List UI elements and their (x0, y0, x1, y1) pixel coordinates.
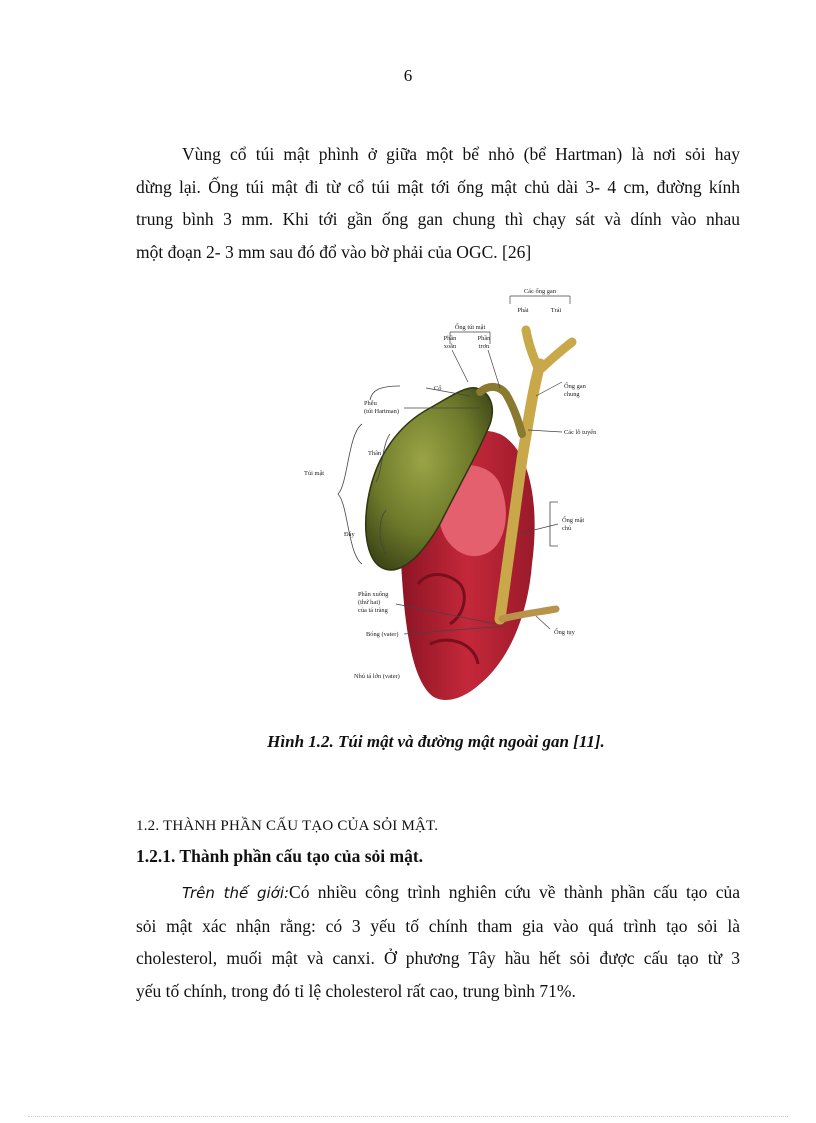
label-descending-duodenum: Phần xuống (358, 591, 389, 598)
label-smooth-part: trơn (478, 343, 490, 350)
label-descending-duodenum: của tá tràng (358, 607, 388, 614)
paragraph-line: dừng lại. Ống túi mật đi từ cổ túi mật tới ống mật chủ dài 3- 4 cm, đường kính (136, 176, 740, 197)
label-hepatic-ducts: Các ống gan (524, 288, 556, 295)
label-gallbladder: Túi mật (304, 470, 325, 477)
gallbladder-anatomy-figure (300, 284, 600, 706)
label-common-bile-duct: chủ (562, 525, 572, 532)
label-right: Phải (517, 307, 529, 314)
label-gland-openings: Các lỗ tuyến (564, 429, 597, 436)
paragraph-line: trung bình 3 mm. Khi tới gần ống gan chung thì chạy sát và dính vào nhau (136, 209, 740, 229)
label-neck: Cổ (434, 385, 442, 392)
figure-caption: Hình 1.2. Túi mật và đường mật ngoài gan [11]. (267, 732, 605, 751)
paragraph-line: Vùng cổ túi mật phình ở giữa một bể nhỏ (bể Hartman) là nơi sỏi hay (182, 144, 740, 164)
label-body: Thân (368, 450, 382, 457)
paragraph-line: một đoạn 2- 3 mm sau đó đổ vào bờ phải của OGC. [26] (136, 241, 532, 262)
paragraph-line: yếu tố chính, trong đó tỉ lệ cholesterol rất cao, trung bình 71%. (136, 980, 576, 1001)
paragraph-line: sỏi mật xác nhận rằng: có 3 yếu tố chính tham gia vào quá trình tạo sỏi là (136, 915, 740, 936)
left-hepatic-duct (542, 342, 572, 368)
paragraph-gallbladder-neck (136, 138, 740, 268)
right-hepatic-duct (526, 330, 538, 368)
section-heading: 1.2. THÀNH PHẦN CẤU TẠO CỦA SỎI MẬT. (136, 818, 439, 834)
label-common-bile-duct: Ống mật (562, 517, 585, 524)
page-bottom-divider (28, 1116, 788, 1117)
lead-phrase: Trên thế giới: (182, 884, 290, 902)
label-spiral-part: xoắn (443, 343, 457, 350)
paragraph-line-rest: Có nhiều công trình nghiên cứu về thành phần cấu tạo của (289, 882, 740, 902)
label-common-hepatic-duct: chung (564, 391, 580, 398)
label-major-papilla: Nhú tá lớn (vater) (354, 673, 400, 680)
label-descending-duodenum: (thứ hai) (358, 599, 381, 606)
subsection-heading: 1.2.1. Thành phần cấu tạo của sỏi mật. (136, 846, 424, 866)
label-infundibulum: (túi Hartman) (364, 408, 399, 415)
paragraph-line (136, 876, 740, 910)
label-left: Trái (550, 307, 562, 314)
label-infundibulum: Phễu (364, 400, 377, 407)
paragraph-line: cholesterol, muối mật và canxi. Ở phương Tây hầu hết sỏi được cấu tạo từ 3 (136, 948, 740, 968)
label-spiral-part: Phần (443, 335, 457, 342)
label-fundus: Đáy (344, 531, 355, 538)
label-ampulla: Bóng (vater) (366, 631, 399, 638)
page-number: 6 (403, 66, 413, 85)
label-common-hepatic-duct: Ống gan (564, 383, 586, 390)
paragraph-composition (136, 876, 740, 1007)
label-cystic-duct: Ống túi mật (454, 324, 486, 331)
label-smooth-part: Phần (477, 335, 491, 342)
label-pancreatic-duct: Ống tụy (554, 629, 575, 636)
